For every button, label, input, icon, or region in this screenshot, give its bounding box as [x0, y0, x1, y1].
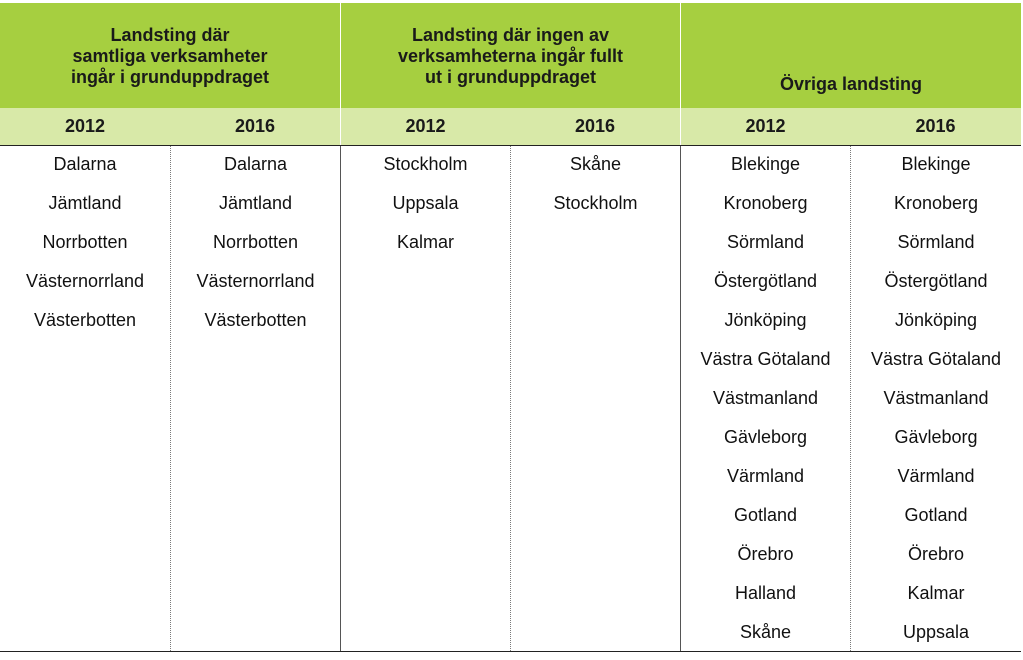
- table-cell: Blekinge: [901, 154, 971, 174]
- year-header: 2012: [680, 108, 850, 145]
- table-cell: Östergötland: [713, 271, 818, 291]
- table-cell: Örebro: [907, 544, 965, 564]
- county-table: [0, 3, 1021, 652]
- table-column: [340, 146, 510, 651]
- table-cell: Gävleborg: [894, 427, 978, 447]
- group-header-none-included: [340, 3, 680, 108]
- year-header: 2016: [574, 116, 616, 136]
- year-header: 2016: [234, 116, 276, 136]
- table-cell: Norrbotten: [212, 232, 299, 252]
- group-title: Övriga landsting: [779, 74, 923, 94]
- table-cell: Jämtland: [218, 193, 293, 213]
- table-cell: Dalarna: [53, 154, 117, 174]
- table-cell: Västernorrland: [196, 271, 315, 291]
- table-cell: Kalmar: [907, 583, 965, 603]
- group-title: Landsting där samtliga verksamheter ingår i grunduppdraget: [71, 25, 269, 87]
- year-header: 2012: [64, 116, 106, 136]
- year-header: 2012: [340, 108, 510, 145]
- group-title: Landsting där ingen av verksamheterna ingår fullt ut i grunduppdraget: [397, 25, 624, 87]
- table-cell: Västerbotten: [204, 310, 307, 330]
- group-header-all-included: [0, 3, 340, 108]
- table-column: [170, 146, 340, 651]
- table-column: [850, 146, 1021, 651]
- table-cell: Västmanland: [712, 388, 819, 408]
- table-cell: Kronoberg: [723, 193, 808, 213]
- table-cell: Uppsala: [902, 622, 970, 642]
- table-cell: Halland: [734, 583, 797, 603]
- table-cell: Västerbotten: [33, 310, 137, 330]
- table-cell: Västmanland: [883, 388, 989, 408]
- year-header-row: [0, 108, 1021, 146]
- table-cell: Jönköping: [724, 310, 807, 330]
- table-cell: Västernorrland: [25, 271, 145, 291]
- table-cell: Kalmar: [396, 232, 454, 252]
- table-cell: Örebro: [737, 544, 794, 564]
- table-cell: Jönköping: [894, 310, 978, 330]
- group-header-row: [0, 3, 1021, 108]
- table-column: [680, 146, 850, 651]
- table-column: [510, 146, 680, 651]
- table-cell: Kronoberg: [893, 193, 979, 213]
- table-cell: Uppsala: [392, 193, 459, 213]
- table-cell: Sörmland: [726, 232, 805, 252]
- table-cell: Norrbotten: [42, 232, 128, 252]
- table-column: [0, 146, 170, 651]
- table-cell: Gotland: [733, 505, 798, 525]
- table-cell: Västra Götaland: [870, 349, 1002, 369]
- table-cell: Sörmland: [897, 232, 975, 252]
- table-cell: Värmland: [897, 466, 975, 486]
- table-cell: Skåne: [569, 154, 622, 174]
- year-header: 2016: [915, 116, 956, 136]
- table-cell: Gotland: [904, 505, 968, 525]
- table-cell: Västra Götaland: [700, 349, 831, 369]
- table-cell: Skåne: [739, 622, 792, 642]
- table-cell: Gävleborg: [723, 427, 808, 447]
- table-body: [0, 146, 1021, 652]
- group-header-other: [680, 3, 1021, 108]
- table-cell: Östergötland: [884, 271, 988, 291]
- table-cell: Stockholm: [553, 193, 638, 213]
- table-cell: Blekinge: [730, 154, 801, 174]
- table-cell: Dalarna: [223, 154, 288, 174]
- table-cell: Värmland: [726, 466, 805, 486]
- table-cell: Jämtland: [48, 193, 122, 213]
- table-cell: Stockholm: [383, 154, 468, 174]
